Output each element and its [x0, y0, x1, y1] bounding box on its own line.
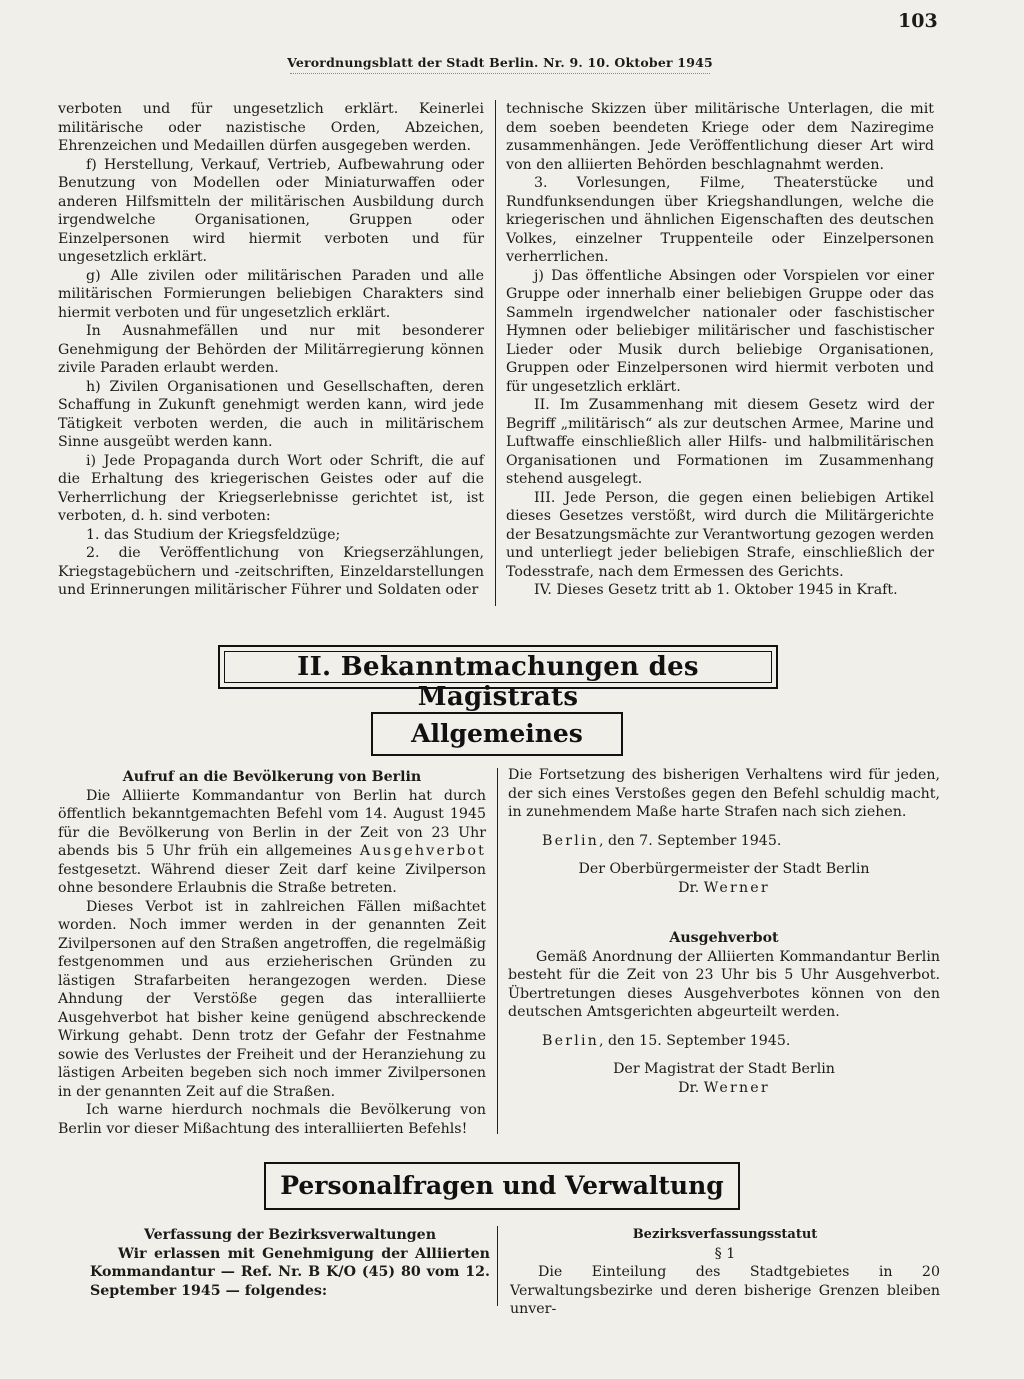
- paragraph: Die Einteilung des Stadtgebietes in 20 Verwaltungsbezirke und deren bisherige Grenzen bleiben unver-: [510, 1264, 940, 1317]
- aufruf-heading: Aufruf an die Bevölkerung von Berlin: [122, 769, 422, 785]
- verfassung-column: [90, 1226, 490, 1300]
- ausgehverbot-heading: Ausgehverbot: [669, 930, 779, 946]
- paragraph: Die Alliierte Kommandantur von Berlin hat durch öffentlich bekanntgemachten Befehl vom 14. August 1945 für die Bevölkerung von Berlin in der Zeit von 23 Uhr abends bis 5 Uhr früh ein allgemeines Ausgehverbot festgesetzt. Während dieser Zeit darf keine Zivilperson ohne besondere Erlaubnis die Straße betreten.: [58, 787, 487, 896]
- paragraph: IV. Dieses Gesetz tritt ab 1. Oktober 1945 in Kraft.: [534, 582, 898, 598]
- paragraph: h) Zivilen Organisationen und Gesellschaften, deren Schaffung in Zukunft genehmigt werden kann, wird jede Tätigkeit verboten werden, die auch in militärischem Sinne ausgeübt werden kann.: [58, 378, 484, 450]
- paragraph: Wir erlassen mit Genehmigung der Alliierten Kommandantur — Ref. Nr. B K/O (45) 80 vom 12. September 1945 — folgendes:: [90, 1245, 490, 1299]
- top-left-column: [58, 100, 484, 600]
- signer-name: Dr. Werner: [678, 1079, 770, 1096]
- signer-name: Dr. Werner: [678, 879, 770, 896]
- statut-heading: Bezirksverfassungsstatut: [632, 1227, 818, 1242]
- paragraph: 1. das Studium der Kriegsfeldzüge;: [86, 526, 341, 543]
- paragraph: II. Im Zusammenhang mit diesem Gesetz wird der Begriff „militärisch“ als zur deutschen Armee, Marine und Luftwaffe einschließlich aller Hilfs- und halbmilitärischen Organisationen und Formationen im Zusammenhang stehend ausgelegt.: [506, 397, 934, 487]
- paragraph: j) Das öffentliche Absingen oder Vorspielen vor einer Gruppe oder innerhalb einer beliebigen Gruppe oder das Sammeln irgendwelcher nationaler oder faschistischer Hymnen oder beliebiger militärischer und faschistischer Lieder oder Musik durch beliebige Organisationen, Gruppen oder Einzelpersonen wird hiermit verboten und für ungesetzlich erklärt.: [506, 267, 934, 395]
- paragraph: Ich warne hierdurch nochmals die Bevölkerung von Berlin vor dieser Mißachtung des interalliierten Befehls!: [58, 1102, 486, 1137]
- aufruf-right-column: [508, 766, 940, 1097]
- section-title-box: [218, 645, 778, 712]
- subsection-title: Allgemeines: [371, 712, 623, 756]
- signer-title: Der Magistrat der Stadt Berlin: [613, 1061, 835, 1077]
- aufruf-left-column: [58, 768, 486, 1138]
- running-head: Verordnungsblatt der Stadt Berlin. Nr. 9. 10. Oktober 1945: [287, 55, 713, 70]
- column-divider: [497, 1226, 498, 1306]
- column-divider: [497, 768, 498, 1134]
- paragraph: Dieses Verbot ist in zahlreichen Fällen mißachtet worden. Noch immer werden in der genannten Zeit Zivilpersonen auf den Straßen angetroffen, die regelmäßig festgenommen und aus erzieherischen Gründen zu lästigen Strafarbeiten herangezogen werden. Diese Ahndung der Verstöße gegen das interalliierte Ausgehverbot hat bisher keine genügend abschreckende Wirkung gehabt. Denn trotz der Gefahr der Festnahme sowie des Verlustes der Freiheit und der Heranziehung zu lästigen Arbeiten begeben sich noch immer Zivilpersonen in der genannten Zeit auf die Straßen.: [58, 898, 486, 1100]
- running-head-rule: [290, 73, 710, 74]
- dateline: Berlin, den 15. September 1945.: [542, 1032, 791, 1049]
- dateline: Berlin, den 7. September 1945.: [542, 832, 782, 849]
- paragraph: g) Alle zivilen oder militärischen Paraden und alle militärischen Formierungen beliebigen Charakters sind hiermit verboten und für ungesetzlich erklärt.: [58, 267, 484, 321]
- page-number: 103: [898, 10, 938, 32]
- verfassung-heading: Verfassung der Bezirksverwaltungen: [143, 1227, 437, 1243]
- statut-paragraph-mark: § 1: [714, 1245, 736, 1262]
- signer-title: Der Oberbürgermeister der Stadt Berlin: [578, 861, 870, 877]
- paragraph: In Ausnahmefällen und nur mit besonderer Genehmigung der Behörden der Militärregierung können zivile Paraden erlaubt werden.: [58, 323, 484, 376]
- column-divider: [495, 100, 496, 606]
- statut-column: [510, 1226, 940, 1319]
- paragraph: Die Fortsetzung des bisherigen Verhaltens wird für jeden, der sich eines Verstoßes gegen den Befehl schuldig macht, in zunehmendem Maße harte Strafen nach sich ziehen.: [508, 767, 940, 820]
- paragraph: III. Jede Person, die gegen einen beliebigen Artikel dieses Gesetzes verstößt, wird durch die Militärgerichte der Besatzungsmächte zur Verantwortung gezogen werden und unterliegt jeder beliebigen Strafe, einschließlich der Todesstrafe, nach dem Ermessen des Gerichts.: [506, 489, 934, 580]
- paragraph: Gemäß Anordnung der Alliierten Kommandantur Berlin besteht für die Zeit von 23 Uhr bis 5 Uhr Ausgehverbot. Übertretungen dieses Ausgehverbotes können von den deutschen Amtsgerichten abgeurteilt werden.: [508, 948, 940, 1020]
- section2-title: Personalfragen und Verwaltung: [264, 1162, 740, 1210]
- paragraph: f) Herstellung, Verkauf, Vertrieb, Aufbewahrung oder Benutzung von Modellen oder Miniaturwaffen oder anderen Hilfsmitteln der militärischen Ausbildung durch irgendwelche Organisationen, Gruppen oder Einzelpersonen wird hiermit verboten und für ungesetzlich erklärt.: [58, 156, 484, 265]
- paragraph: 3. Vorlesungen, Filme, Theaterstücke und Rundfunksendungen über Kriegshandlungen, welche die kriegerischen und ähnlichen Eigenschaften des deutschen Volkes, einzelner Truppenteile oder Einzelpersonen verherrlichen.: [506, 175, 934, 265]
- paragraph: 2. die Veröffentlichung von Kriegserzählungen, Kriegstagebüchern und -zeitschriften, Einzeldarstellungen und Erinnerungen militärischer Führer und Soldaten oder: [58, 545, 484, 598]
- paragraph: verboten und für ungesetzlich erklärt. Keinerlei militärische oder nazistische Orden, Abzeichen, Ehrenzeichen und Medaillen dürfen ausgegeben werden.: [58, 101, 484, 154]
- top-right-column: [506, 100, 934, 600]
- paragraph: technische Skizzen über militärische Unterlagen, die mit dem soeben beendeten Kriege oder dem Naziregime zusammenhängen. Jede Veröffentlichung dieser Art wird von den alliierten Behörden beschlagnahmt werden.: [506, 101, 934, 173]
- section-title: II. Bekanntmachungen des Magistrats: [224, 651, 772, 683]
- paragraph: i) Jede Propaganda durch Wort oder Schrift, die auf die Erhaltung des kriegerischen Geistes oder auf die Verherrlichung der Kriegserlebnisse gerichtet ist, ist verboten, d. h. sind verboten:: [58, 452, 484, 524]
